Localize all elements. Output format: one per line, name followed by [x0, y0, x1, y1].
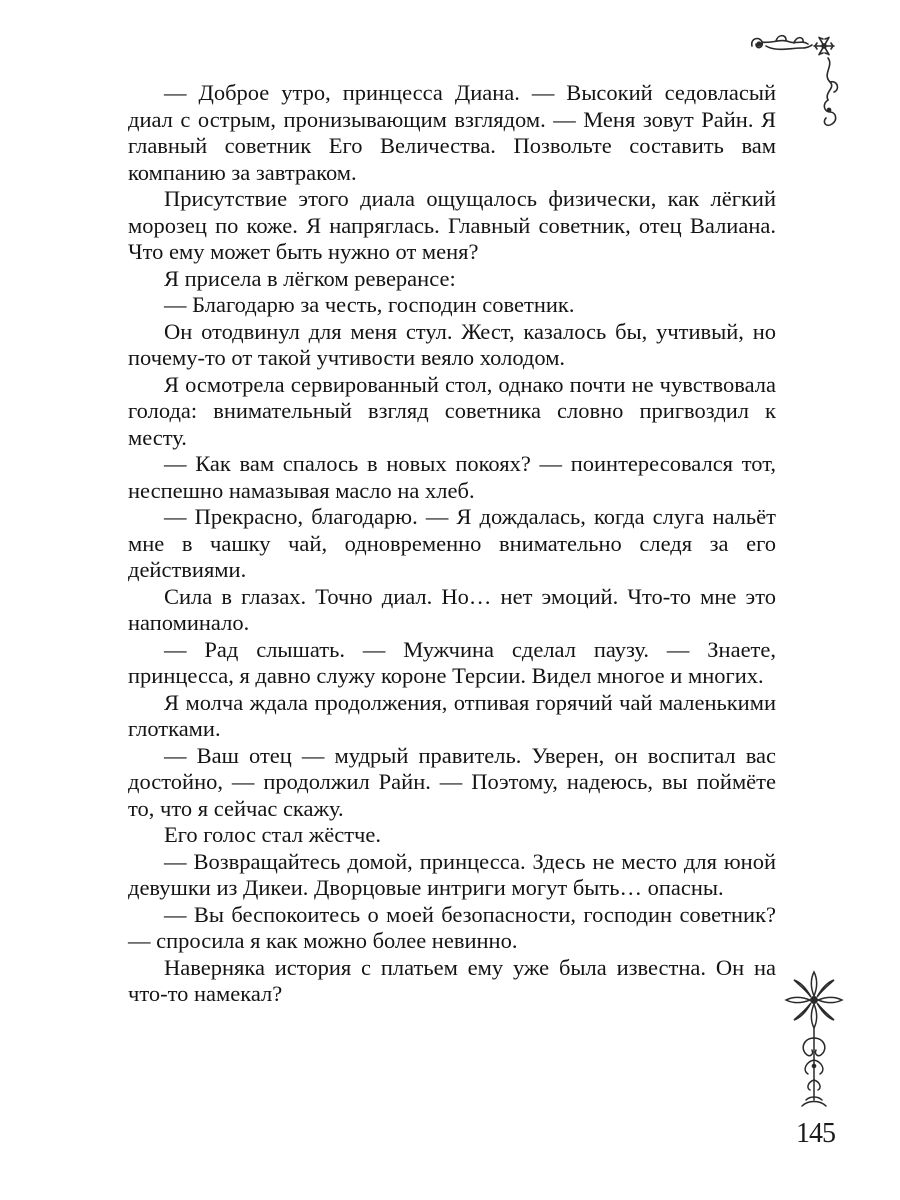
page-text — [128, 80, 776, 1008]
paragraph: Он отодвинул для меня стул. Жест, казалось бы, учтивый, но почему-то от такой учтивости веяло холодом. — [128, 318, 776, 370]
paragraph: Я присела в лёгком реверансе: — [164, 265, 456, 291]
paragraph: — Благодарю за честь, господин советник. — [164, 292, 575, 317]
paragraph: Сила в глазах. Точно диал. Но… нет эмоций. Что-то мне это напоминало. — [128, 583, 776, 635]
paragraph: — Прекрасно, благодарю. — Я дождалась, когда слуга нальёт мне в чашку чай, одновременно внимательно следя за его действиями. — [128, 504, 776, 582]
paragraph: — Рад слышать. — Мужчина сделал паузу. — Знаете, принцесса, я давно служу короне Терсии. Видел многое и многих. — [128, 636, 776, 688]
paragraph: Наверняка история с платьем ему уже была известна. Он на что-то намекал? — [128, 954, 776, 1006]
paragraph: — Доброе утро, принцесса Диана. — Высокий седовласый диал с острым, пронизывающим взглядом. — Меня зовут Райн. Я главный советник Его Величества. Позвольте составить вам компанию за завтраком. — [128, 80, 776, 185]
snowflake-tree-icon — [782, 968, 846, 1112]
paragraph: — Как вам спалось в новых покоях? — поинтересовался тот, неспешно намазывая масло на хлеб. — [128, 451, 776, 503]
paragraph: — Ваш отец — мудрый правитель. Уверен, он воспитал вас достойно, — продолжил Райн. — Поэтому, надеюсь, вы поймёте то, что я сейчас скажу. — [128, 742, 776, 821]
paragraph: Я осмотрела сервированный стол, однако почти не чувствовала голода: внимательный взгляд советника словно пригвоздил к месту. — [128, 371, 776, 450]
paragraph: Я молча ждала продолжения, отпивая горячий чай маленькими глотками. — [128, 689, 776, 741]
paragraph: Его голос стал жёстче. — [164, 822, 381, 847]
page-number: 145 — [796, 1118, 835, 1149]
paragraph: — Вы беспокоитесь о моей безопасности, господин советник? — спросила я как можно более невинно. — [128, 901, 776, 953]
paragraph: — Возвращайтесь домой, принцесса. Здесь не место для юной девушки из Дикеи. Дворцовые интриги могут быть… опасны. — [128, 848, 776, 900]
paragraph: Присутствие этого диала ощущалось физически, как лёгкий морозец по коже. Я напряглась. Главный советник, отец Валиана. Что ему может быть нужно от меня? — [128, 186, 776, 264]
